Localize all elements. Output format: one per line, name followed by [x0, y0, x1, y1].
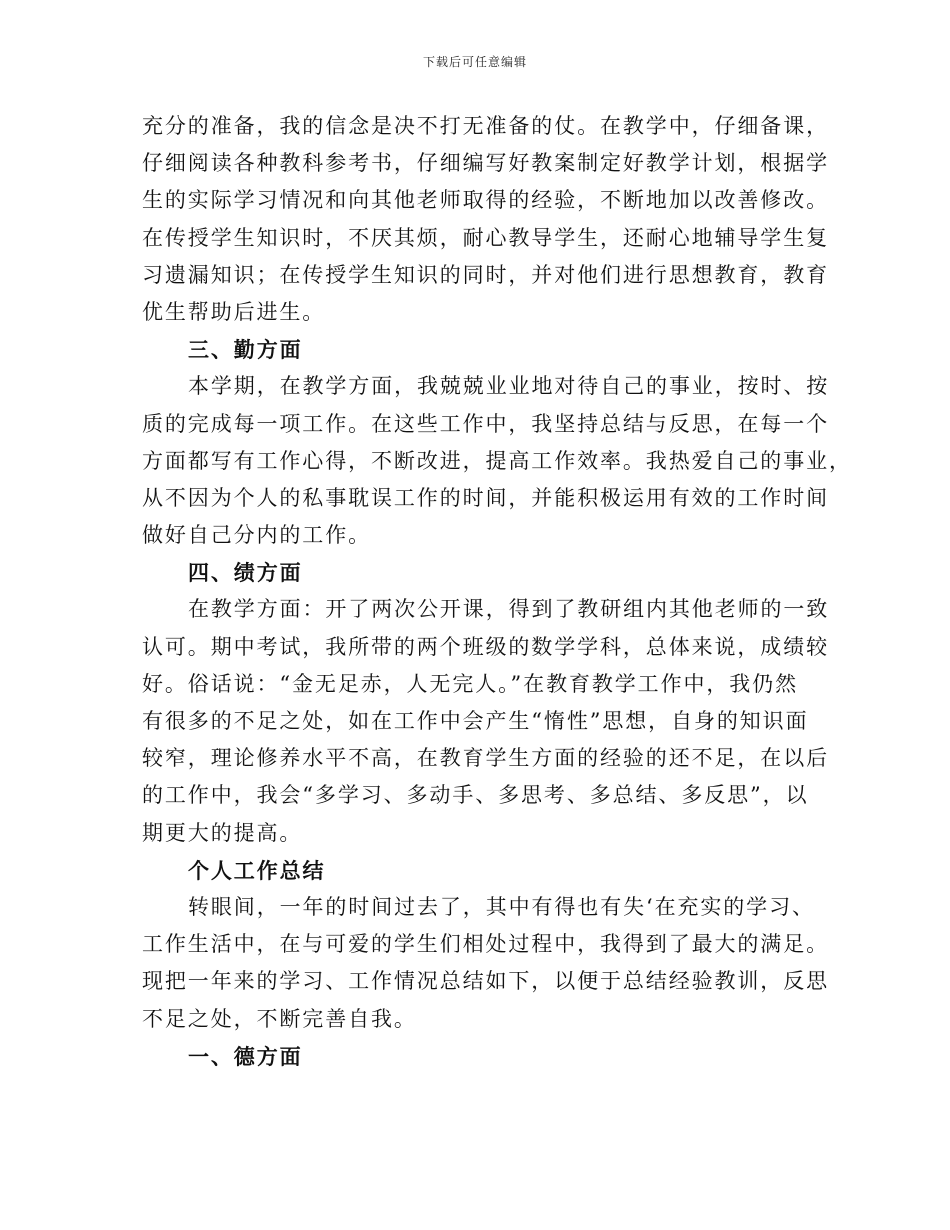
paragraph-line: 有很多的不足之处，如在工作中会产生“惰性”思想，自身的知识面 — [142, 709, 809, 733]
paragraph-line: 本学期，在教学方面，我兢兢业业地对待自己的事业，按时、按 — [188, 374, 830, 399]
paragraph-line: 从不因为个人的私事耽误工作的时间，并能积极运用有效的工作时间 — [142, 485, 829, 510]
section-heading: 三、勤方面 — [188, 337, 303, 363]
paragraph-line: 在教学方面：开了两次公开课，得到了教研组内其他老师的一致 — [188, 597, 830, 622]
paragraph-line: 好。俗话说：“金无足赤，人无完人。”在教育教学工作中，我仍然 — [142, 671, 798, 696]
section-heading: 四、绩方面 — [188, 560, 303, 586]
paragraph-line: 工作生活中，在与可爱的学生们相处过程中，我得到了最大的满足。 — [142, 932, 829, 957]
paragraph-line: 期更大的提高。 — [142, 820, 303, 845]
paragraph-line: 的工作中，我会“多学习、多动手、多思考、多总结、多反思”，以 — [142, 783, 809, 808]
paragraph-line: 不足之处，不断完善自我。 — [142, 1006, 417, 1031]
paragraph-line: 生的实际学习情况和向其他老师取得的经验，不断地加以改善修改。 — [142, 188, 829, 213]
paragraph-line: 现把一年来的学习、工作情况总结如下，以便于总结经验教训，反思 — [142, 969, 829, 994]
paragraph-line: 转眼间，一年的时间过去了，其中有得也有失‘在充实的学习、 — [188, 894, 815, 919]
paragraph-line: 仔细阅读各种教科参考书，仔细编写好教案制定好教学计划，根据学 — [142, 151, 829, 176]
paragraph-line: 在传授学生知识时，不厌其烦，耐心教导学生，还耐心地辅导学生复 — [142, 225, 829, 250]
paragraph-line: 质的完成每一项工作。在这些工作中，我坚持总结与反思，在每一个 — [142, 411, 829, 436]
paragraph-line: 充分的准备，我的信念是决不打无准备的仗。在教学中，仔细备课， — [142, 114, 829, 138]
paragraph-line: 习遗漏知识；在传授学生知识的同时，并对他们进行思想教育，教育 — [142, 262, 829, 287]
document-title: 个人工作总结 — [188, 857, 326, 883]
document-body — [142, 108, 852, 1075]
section-heading: 一、德方面 — [188, 1043, 303, 1069]
paragraph-line: 认可。期中考试，我所带的两个班级的数学学科，总体来说，成绩较 — [142, 634, 829, 659]
paragraph-line: 较窄，理论修养水平不高，在教育学生方面的经验的还不足，在以后 — [142, 746, 829, 771]
paragraph-line: 方面都写有工作心得，不断改进，提高工作效率。我热爱自己的事业， — [142, 448, 852, 473]
page-header-note: 下载后可任意编辑 — [422, 55, 527, 69]
paragraph-line: 优生帮助后进生。 — [142, 299, 326, 324]
paragraph-line: 做好自己分内的工作。 — [142, 523, 371, 548]
